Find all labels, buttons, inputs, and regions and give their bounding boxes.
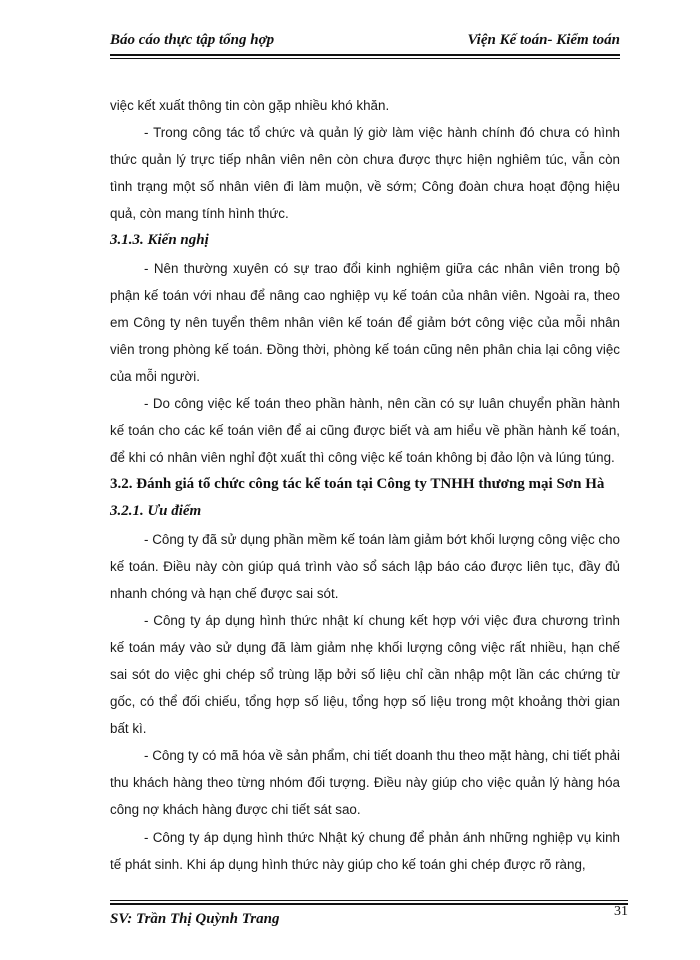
paragraph-recommendation-2: - Do công việc kế toán theo phần hành, nên cần có sự luân chuyển phần hành kế toán cho các kế toán viên để ai cũng được biết và am hiểu về phần hành kế toán, để khi có nhân viên nghỉ đột xuất thì công việc kế toán không bị đảo lộn và lúng túng. <box>110 396 620 466</box>
header-rule-thick <box>110 54 620 56</box>
paragraph-recommendation-1: - Nên thường xuyên có sự trao đổi kinh nghiệm giữa các nhân viên trong bộ phận kế toán với nhau để nâng cao nghiệp vụ kế toán của nhân viên. Ngoài ra, theo em Công ty nên tuyển thêm nhân viên kế toán để giảm bớt công việc của mỗi nhân viên trong phòng kế toán. Đồng thời, phòng kế toán cũng nên phân chia lại công việc của mỗi người. <box>110 260 620 384</box>
footer-student-name: SV: Trần Thị Quỳnh Trang <box>110 911 280 927</box>
paragraph-advantage-3: - Công ty có mã hóa về sản phẩm, chi tiết doanh thu theo mặt hàng, chi tiết phải thu khách hàng theo từng nhóm đối tượng. Điều này giúp cho việc quản lý hàng hóa công nợ khách hàng được chi tiết sát sao. <box>110 748 620 818</box>
paragraph-advantage-4: - Công ty áp dụng hình thức Nhật ký chung để phản ánh những nghiệp vụ kinh tế phát sinh. Khi áp dụng hình thức này giúp cho kế toán ghi chép được rõ ràng, <box>110 829 620 872</box>
header-institute: Viện Kế toán- Kiểm toán <box>467 32 620 48</box>
paragraph-continuation: việc kết xuất thông tin còn gặp nhiều khó khăn. <box>110 98 390 113</box>
page-header <box>110 29 620 53</box>
heading-3-1-3: 3.1.3. Kiến nghị <box>110 232 209 249</box>
footer-rule-thick <box>110 903 628 905</box>
paragraph-work-hours: - Trong công tác tổ chức và quản lý giờ làm việc hành chính đó chưa có hình thức quản lý trực tiếp nhân viên nên còn chưa được thực hiện nghiêm túc, vẫn còn tình trạng một số nhân viên đi làm muộn, về sớm; Công đoàn chưa hoạt động hiệu quả, còn mang tính hình thức. <box>110 125 620 222</box>
page-content <box>110 92 620 878</box>
page-footer <box>110 900 628 930</box>
paragraph-advantage-2: - Công ty áp dụng hình thức nhật kí chung kết hợp với việc đưa chương trình kế toán máy vào sử dụng đã làm giảm nhẹ khối lượng công việc rất nhiều, hạn chế sai sót do việc ghi chép sổ trùng lặp bởi số liệu chỉ cần nhập một lần các chứng từ gốc, có thể đối chiếu, tổng hợp số liệu, tổng hợp số liệu trong một khoảng thời gian bất kì. <box>110 612 620 737</box>
page-number: 31 <box>614 904 628 919</box>
heading-3-2: 3.2. Đánh giá tổ chức công tác kế toán tại Công ty TNHH thương mại Sơn Hà <box>110 476 605 493</box>
paragraph-advantage-1: - Công ty đã sử dụng phần mềm kế toán làm giảm bớt khối lượng công việc cho kế toán. Điều này còn giúp quá trình vào sổ sách lập báo cáo được liên tục, đầy đủ nhanh chóng và hạn chế được sai sót. <box>110 531 620 601</box>
header-report-title: Báo cáo thực tập tổng hợp <box>110 32 275 48</box>
footer-rule-thin <box>110 900 628 901</box>
header-rule-thin <box>110 58 620 59</box>
heading-3-2-1: 3.2.1. Ưu điểm <box>110 503 202 520</box>
